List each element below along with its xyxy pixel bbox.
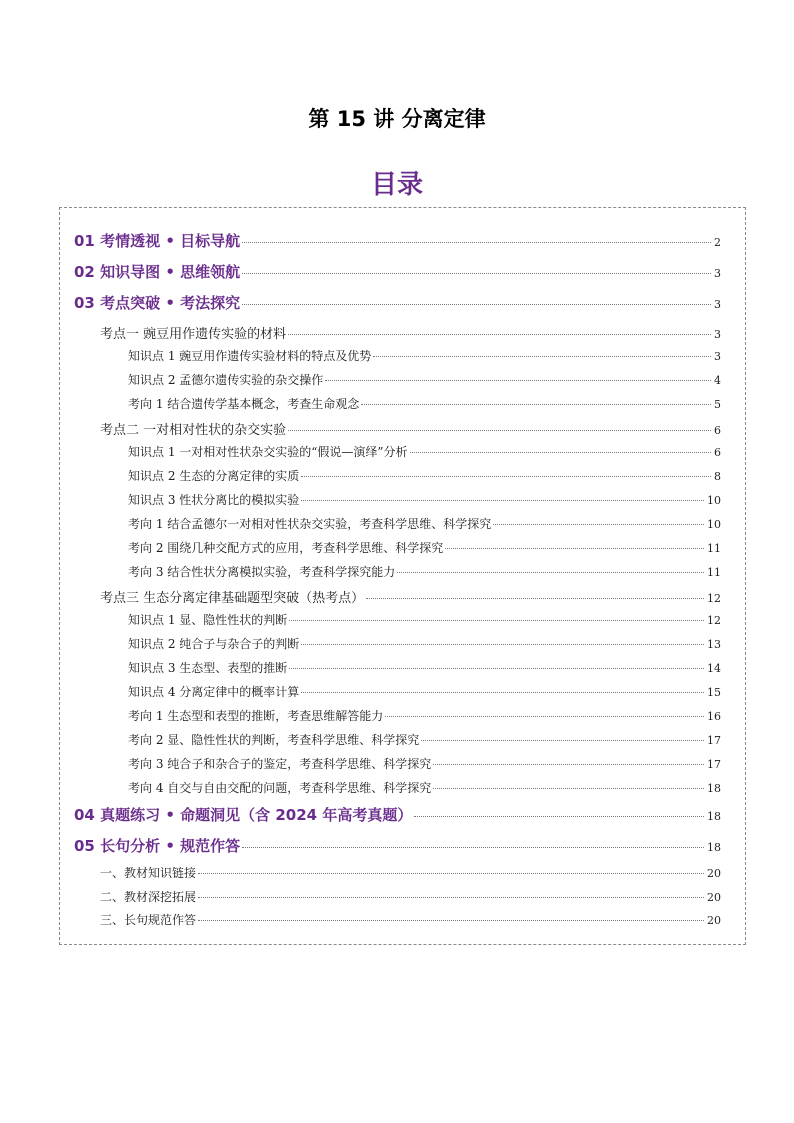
toc-leader-dots bbox=[242, 242, 711, 243]
toc-leader-dots bbox=[361, 404, 711, 405]
toc-entry-label: 一、教材知识链接 bbox=[100, 866, 197, 880]
toc-leader-dots bbox=[198, 873, 704, 874]
toc-page-number: 11 bbox=[707, 542, 721, 555]
toc-entry-label: 知识点 1 一对相对性状杂交实验的“假说—演绎”分析 bbox=[128, 445, 408, 459]
toc-heading: 目录 bbox=[370, 170, 423, 200]
toc-leader-dots bbox=[366, 598, 704, 599]
toc-entry[interactable] bbox=[128, 659, 721, 676]
toc-leader-dots bbox=[242, 273, 711, 274]
toc-page-number: 5 bbox=[714, 398, 721, 411]
toc-page-number: 10 bbox=[707, 494, 721, 507]
toc-entry-label: 05 长句分析 • 规范作答 bbox=[74, 837, 241, 855]
toc-entry-label: 考向 4 自交与自由交配的问题，考查科学思维、科学探究 bbox=[128, 781, 432, 795]
toc-entry[interactable] bbox=[128, 539, 721, 556]
toc-entry-label: 考向 1 生态型和表型的推断，考查思维解答能力 bbox=[128, 709, 384, 723]
toc-leader-dots bbox=[385, 716, 704, 717]
toc-leader-dots bbox=[433, 788, 704, 789]
toc-leader-dots bbox=[410, 452, 711, 453]
toc-page-number: 20 bbox=[707, 867, 721, 880]
toc-leader-dots bbox=[373, 356, 711, 357]
toc-entry[interactable] bbox=[128, 755, 721, 772]
toc-entry[interactable] bbox=[100, 419, 721, 438]
toc-page-number: 16 bbox=[707, 710, 721, 723]
toc-page-number: 11 bbox=[707, 566, 721, 579]
toc-page-number: 17 bbox=[707, 734, 721, 747]
toc-page-number: 3 bbox=[714, 267, 721, 280]
toc-entry[interactable] bbox=[128, 467, 721, 484]
toc-entry[interactable] bbox=[128, 635, 721, 652]
toc-leader-dots bbox=[289, 620, 704, 621]
toc-page-number: 10 bbox=[707, 518, 721, 531]
toc-entry-label: 知识点 2 纯合子与杂合子的判断 bbox=[128, 637, 300, 651]
toc-entry-label: 知识点 2 孟德尔遗传实验的杂交操作 bbox=[128, 373, 324, 387]
toc-page-number: 8 bbox=[714, 470, 721, 483]
toc-page-number: 18 bbox=[707, 810, 721, 823]
toc-entry[interactable] bbox=[100, 587, 721, 606]
toc-leader-dots bbox=[242, 304, 711, 305]
toc-leader-dots bbox=[288, 334, 711, 335]
toc-entry[interactable] bbox=[128, 779, 721, 796]
toc-page-number: 18 bbox=[707, 782, 721, 795]
toc-leader-dots bbox=[421, 740, 704, 741]
toc-entry-label: 考点一 豌豆用作遗传实验的材料 bbox=[100, 327, 287, 342]
toc-entry[interactable] bbox=[128, 371, 721, 388]
toc-entry-label: 考向 3 结合性状分离模拟实验，考查科学探究能力 bbox=[128, 565, 396, 579]
toc-entry[interactable] bbox=[100, 911, 721, 928]
toc-section-entry[interactable] bbox=[74, 835, 721, 856]
toc-entry[interactable] bbox=[128, 563, 721, 580]
toc-entry[interactable] bbox=[128, 395, 721, 412]
toc-page-number: 12 bbox=[707, 614, 721, 627]
toc-leader-dots bbox=[301, 476, 711, 477]
toc-leader-dots bbox=[493, 524, 704, 525]
toc-entry-label: 考向 1 结合遗传学基本概念，考查生命观念 bbox=[128, 397, 360, 411]
toc-entry-label: 知识点 3 生态型、表型的推断 bbox=[128, 661, 288, 675]
toc-entry[interactable] bbox=[100, 888, 721, 905]
toc-leader-dots bbox=[289, 668, 704, 669]
toc-page-number: 20 bbox=[707, 891, 721, 904]
toc-page-number: 18 bbox=[707, 841, 721, 854]
toc-entry-label: 知识点 3 性状分离比的模拟实验 bbox=[128, 493, 300, 507]
toc-section-entry[interactable] bbox=[74, 804, 721, 825]
toc-entry-label: 知识点 4 分离定律中的概率计算 bbox=[128, 685, 300, 699]
toc-section-entry[interactable] bbox=[74, 230, 721, 251]
toc-entry-label: 考向 1 结合孟德尔一对相对性状杂交实验，考查科学思维、科学探究 bbox=[128, 517, 492, 531]
toc-page-number: 15 bbox=[707, 686, 721, 699]
toc-section-entry[interactable] bbox=[74, 292, 721, 313]
toc-entry-label: 知识点 1 豌豆用作遗传实验材料的特点及优势 bbox=[128, 349, 372, 363]
toc-entry-label: 三、长句规范作答 bbox=[100, 913, 197, 927]
toc-entry[interactable] bbox=[128, 347, 721, 364]
toc-entry-label: 考向 2 围绕几种交配方式的应用，考查科学思维、科学探究 bbox=[128, 541, 444, 555]
toc-entry[interactable] bbox=[128, 707, 721, 724]
toc-entry[interactable] bbox=[100, 864, 721, 881]
toc-leader-dots bbox=[397, 572, 704, 573]
toc-page-number: 14 bbox=[707, 662, 721, 675]
toc-leader-dots bbox=[433, 764, 704, 765]
toc-entry-label: 01 考情透视 • 目标导航 bbox=[74, 232, 241, 250]
toc-box bbox=[59, 207, 746, 945]
toc-entry-label: 知识点 2 生态的分离定律的实质 bbox=[128, 469, 300, 483]
toc-page-number: 3 bbox=[714, 328, 721, 341]
toc-entry-label: 03 考点突破 • 考法探究 bbox=[74, 294, 241, 312]
toc-entry-label: 考点三 生态分离定律基础题型突破（热考点） bbox=[100, 591, 365, 606]
toc-entry-label: 考向 2 显、隐性性状的判断，考查科学思维、科学探究 bbox=[128, 733, 420, 747]
toc-page-number: 3 bbox=[714, 350, 721, 363]
toc-leader-dots bbox=[288, 430, 711, 431]
toc-page-number: 2 bbox=[714, 236, 721, 249]
toc-entry-label: 二、教材深挖拓展 bbox=[100, 890, 197, 904]
toc-leader-dots bbox=[445, 548, 704, 549]
toc-leader-dots bbox=[414, 816, 704, 817]
toc-page-number: 20 bbox=[707, 914, 721, 927]
toc-page-number: 17 bbox=[707, 758, 721, 771]
toc-leader-dots bbox=[301, 644, 704, 645]
toc-entry[interactable] bbox=[128, 731, 721, 748]
toc-entry[interactable] bbox=[128, 491, 721, 508]
toc-leader-dots bbox=[301, 500, 704, 501]
toc-leader-dots bbox=[198, 897, 704, 898]
toc-page-number: 13 bbox=[707, 638, 721, 651]
toc-entry[interactable] bbox=[128, 683, 721, 700]
toc-entry-label: 考向 3 纯合子和杂合子的鉴定，考查科学思维、科学探究 bbox=[128, 757, 432, 771]
toc-entry-label: 知识点 1 显、隐性性状的判断 bbox=[128, 613, 288, 627]
toc-entry-label: 04 真题练习 • 命题洞见（含 2024 年高考真题） bbox=[74, 806, 413, 824]
document-title: 第 15 讲 分离定律 bbox=[308, 107, 486, 131]
toc-page-number: 6 bbox=[714, 446, 721, 459]
toc-entry[interactable] bbox=[128, 611, 721, 628]
toc-section-entry[interactable] bbox=[74, 261, 721, 282]
toc-entry-label: 02 知识导图 • 思维领航 bbox=[74, 263, 241, 281]
toc-entry-label: 考点二 一对相对性状的杂交实验 bbox=[100, 423, 287, 438]
toc-leader-dots bbox=[325, 380, 711, 381]
toc-entry[interactable] bbox=[128, 515, 721, 532]
toc-leader-dots bbox=[198, 920, 704, 921]
toc-leader-dots bbox=[301, 692, 704, 693]
toc-entry[interactable] bbox=[100, 323, 721, 342]
toc-page-number: 12 bbox=[707, 592, 721, 605]
toc-entry[interactable] bbox=[128, 443, 721, 460]
toc-page-number: 3 bbox=[714, 298, 721, 311]
toc-leader-dots bbox=[242, 847, 704, 848]
toc-page-number: 6 bbox=[714, 424, 721, 437]
toc-page-number: 4 bbox=[714, 374, 721, 387]
